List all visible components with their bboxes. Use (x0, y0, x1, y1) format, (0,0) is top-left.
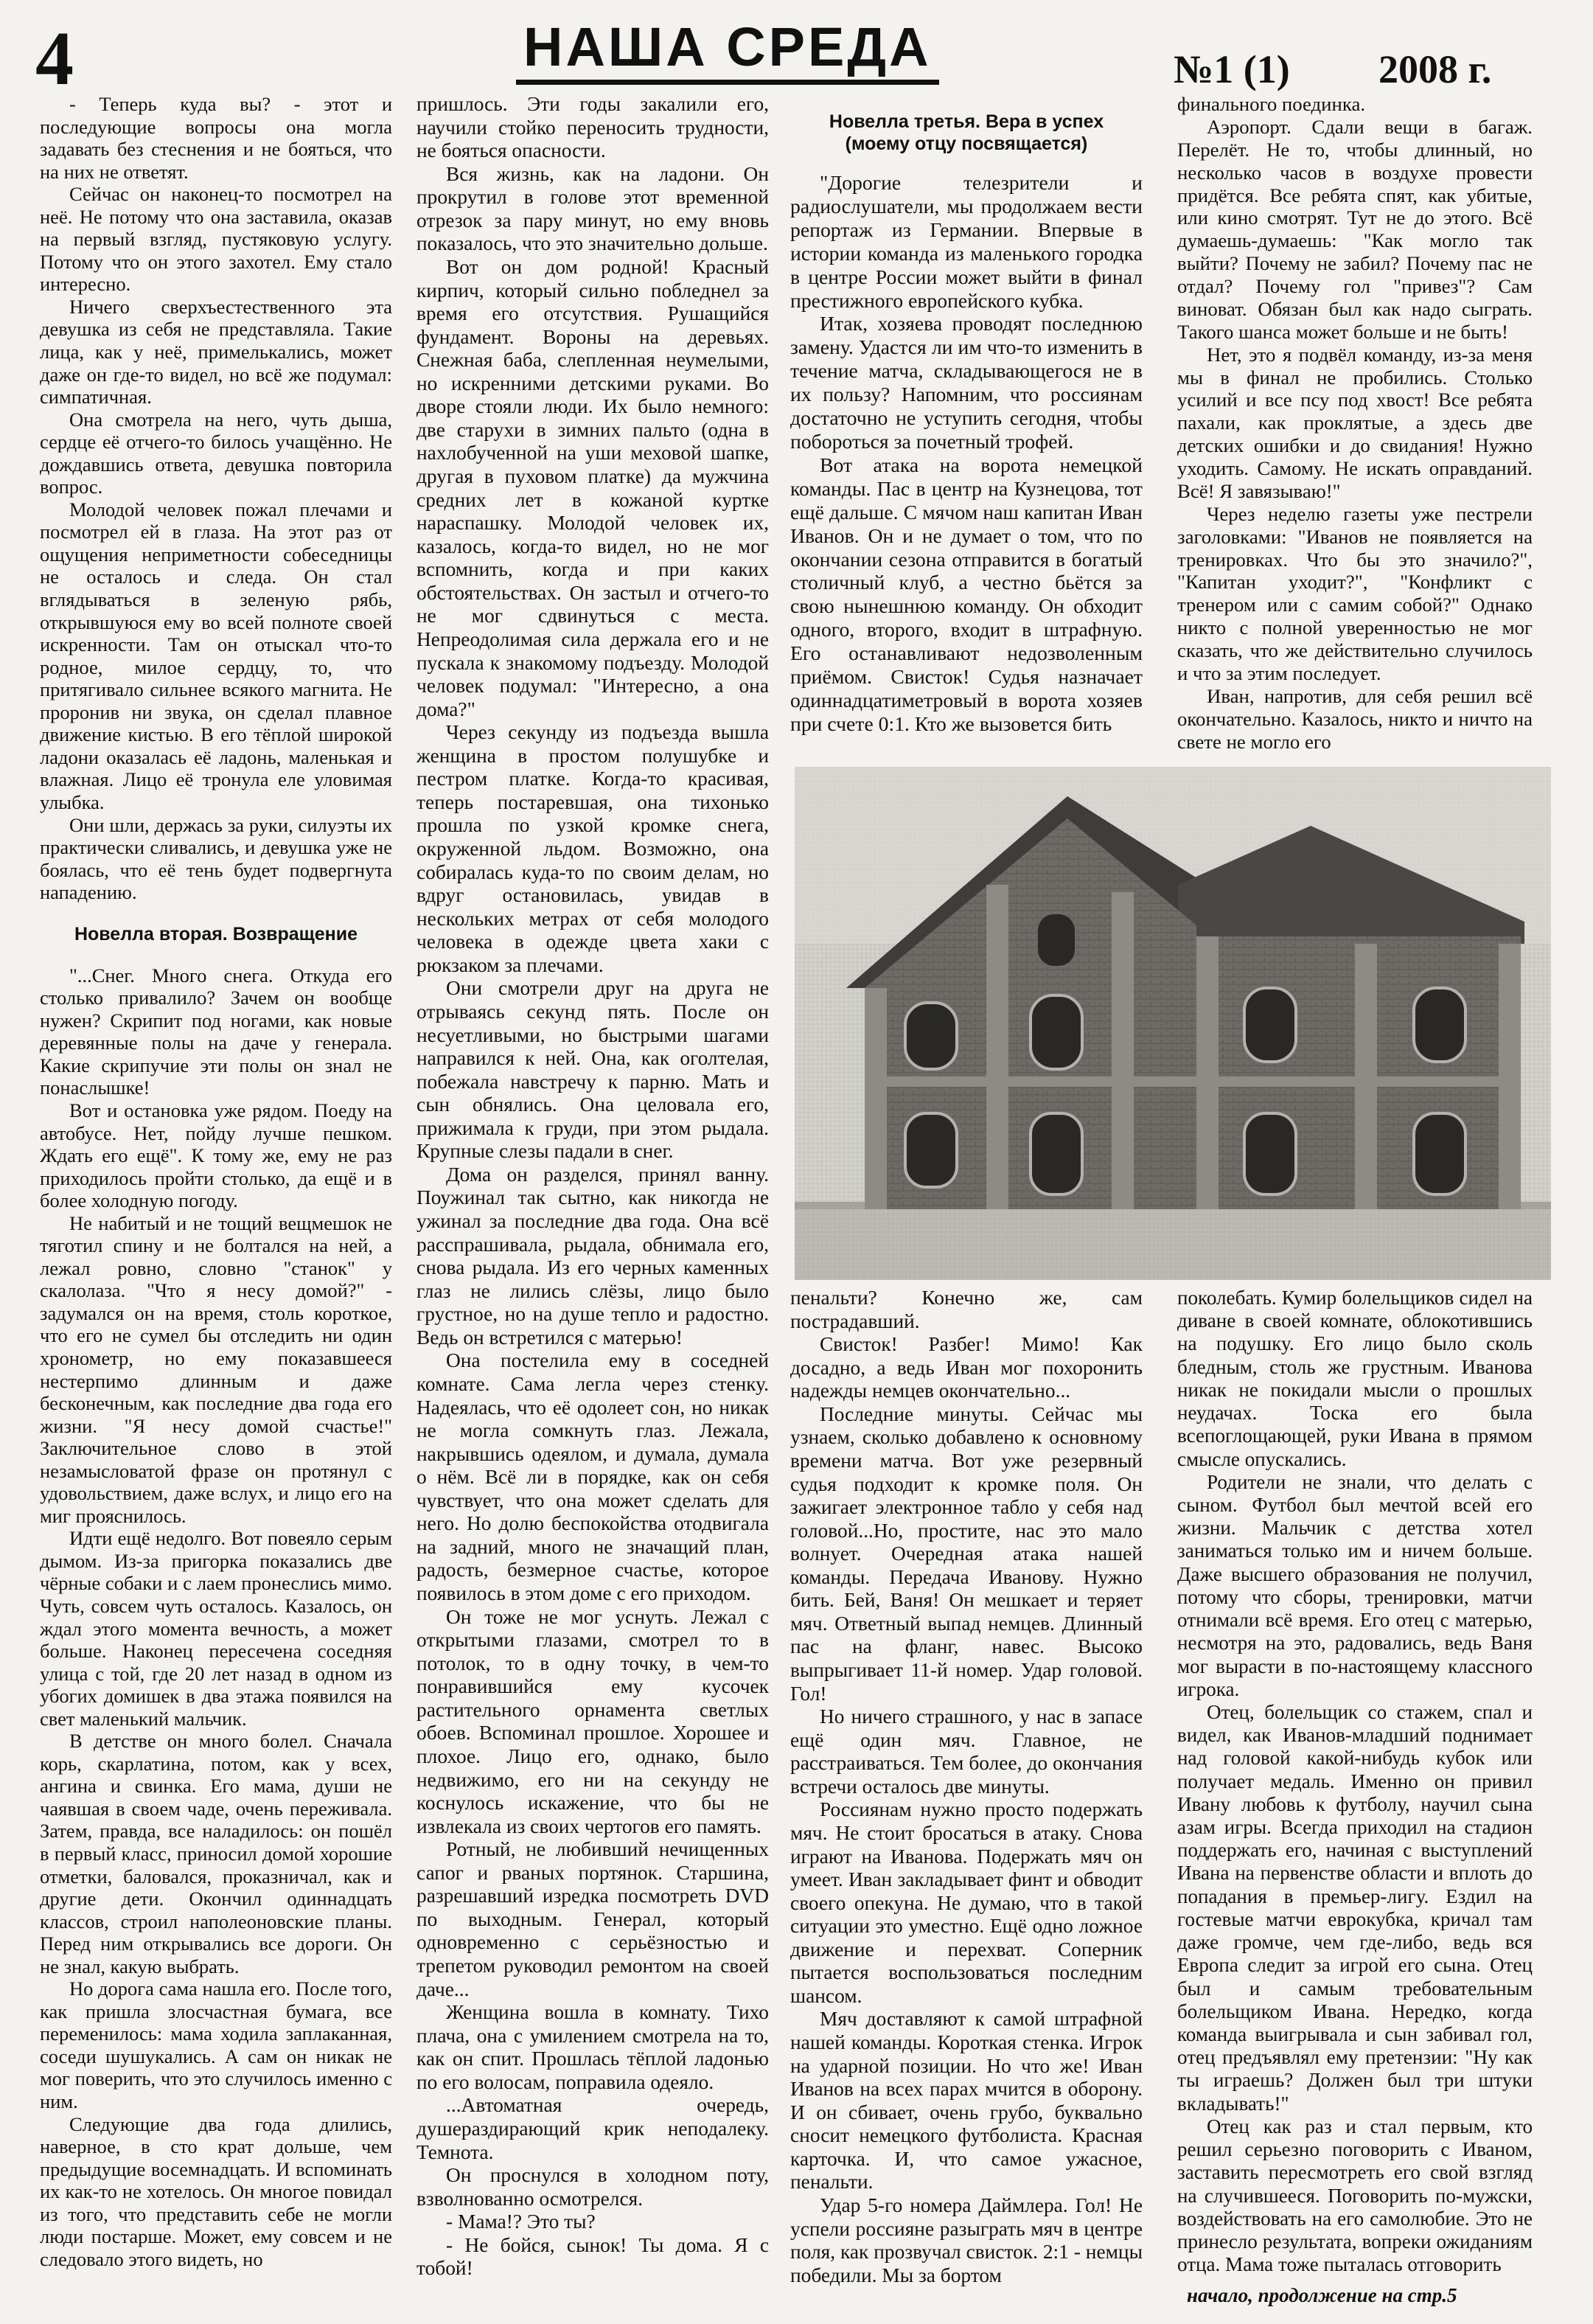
paragraph: Женщина вошла в комнату. Тихо плача, она с умилением смотрела на то, как он спит. Прошлась тёплой ладонью по его волосам, поправила одеяло. (416, 2001, 769, 2093)
paragraph: Вся жизнь, как на ладони. Он прокрутил в голове этот временной отрезок за пару минут, но ему вновь показалось, что это значительно дольше. (416, 162, 769, 255)
paragraph: Отец, болельщик со стажем, спал и видел, как Иванов-младший поднимает над головой какой-нибудь кубок или получает медаль. Именно он привил Ивану любовь к футболу, научил сына азам игры. Всегда приходил на стадион поддержать его, начиная с выступлений Ивана на первенстве области и вплоть до попадания в премьер-лигу. Ездил на гостевые матчи еврокубка, кричал там даже громче, чем где-либо, ведь вся Европа следит за игрой его сына. Отец был и самым требовательным болельщиком Ивана. Нередко, когда команда выигрывала и сын забивал гол, отец предъявлял ему претензии: "Ну как ты играешь? Должен был три штуки вкладывать!" (1177, 1700, 1533, 2115)
paragraph: - Мама!? Это ты? (446, 2210, 596, 2233)
paragraph: Аэропорт. Сдали вещи в багаж. Перелёт. Не то, чтобы длинный, но несколько часов в воздухе провести придётся. Все ребята спят, как убитые, или кино смотрят. Тут не до этого. Всё думаешь-думаешь: "Как могло так выйти? Почему не забил? Почему пас не отдал? Почему гол "привез"? Сам виноват. Обязан был как надо сыграть. Такого шанса может больше и не быть! (1177, 115, 1533, 343)
paragraph: Но ничего страшного, у нас в запасе ещё один мяч. Главное, не расстраиваться. Тем более, до окончания встречи осталось две минуты. (790, 1705, 1143, 1798)
paragraph: "Дорогие телезрители и радиослушатели, мы продолжаем вести репортаж из Германии. Впервые в истории команда из маленького городка в центре России может выйти в финал престижного европейского кубка. (790, 171, 1143, 312)
house-photo-icon (795, 767, 1551, 1280)
paragraph: Мяч доставляют к самой штрафной нашей команды. Короткая стенка. Игрок на ударной позиции. Но что же! Иван Иванов на всех парах мчится в оборону. И он сбивает, очень грубо, буквально сносит немецкого футболиста. Красная карточка. И, что самое ужасное, пенальти. (790, 2008, 1143, 2193)
paragraph: Они шли, держась за руки, силуэты их практически сливались, и девушка уже не боялась, что её тень будет подвергнута нападению. (40, 813, 392, 904)
paragraph: пенальти? Конечно же, сам пострадавший. (790, 1287, 1143, 1332)
paragraph: Ничего сверхъестественного эта девушка из себя не представляла. Такие лица, как у неё, примелькались, может даже он где-то видел, но всё же подумал: симпатичная. (40, 295, 392, 408)
paragraph: поколебать. Кумир болельщиков сидел на диване в своей комнате, облокотившись на подушку. Его лицо было сколь бледным, столь же грустным. Иванова никак не покидали мысли о прошлых неудачах. Тоска его была всепоглощающей, руки Ивана в прямом смысле опускались. (1177, 1287, 1533, 1470)
paragraph: Последние минуты. Сейчас мы узнаем, сколько добавлено к основному времени матча. Вот уже резервный судья подходит к кромке поля. Он зажигает электронное табло у себя над головой...Но, простите, нас это мало волнует. Очередная атака нашей команды. Передача Иванову. Нужно бить. Бей, Ваня! Он мешкает и теряет мяч. Ответный выпад немцев. Длинный пас на фланг, навес. Высоко выпрыгивает 11-й номер. Удар головой. Гол! (790, 1402, 1143, 1705)
paragraph: Родители не знали, что делать с сыном. Футбол был мечтой всей его жизни. Мальчик с детства хотел заниматься только им и ничем больше. Даже высшего образования не получил, потому что сборы, тренировки, матчи отнимали всё время. Его отец с матерью, несмотря на это, радовались, ведь Ваня мог вырасти в по-настоящему классного игрока. (1177, 1470, 1533, 1700)
paragraph: "...Снег. Много снега. Откуда его столько привалило? Зачем он вообще нужен? Скрипит под ногами, как новые деревянные полы на даче у генерала. Какие скрипучие эти полы он знал не понаслышке! (40, 964, 392, 1099)
paragraph: - Теперь куда вы? - этот и последующие вопросы она могла задавать без стеснения и не бояться, что на них не ответят. (40, 93, 392, 183)
paragraph: пришлось. Эти годы закалили его, научили стойко переносить трудности, не бояться опасности. (416, 93, 769, 162)
paragraph: Дома он разделся, принял ванну. Поужинал так сытно, как никогда не ужинал за последние два года. Она всё расспрашивала, рыдала, обнимала его, снова рыдала. Из его черных каменных глаз не лились слёзы, лицо было грустное, но на душе тепло и радостно. Ведь он встретился с матерью! (416, 1163, 769, 1349)
paragraph: Вот он дом родной! Красный кирпич, который сильно побледнел за время его отсутствия. Рушащийся фундамент. Вороны на деревьях. Снежная баба, слепленная неумелыми, но искренними детскими руками. Во дворе стояли люди. Их было немного: две старухи в зимних пальто (одна в нахлобученной на уши меховой шапке, другая в пуховом платке) да мужчина средних лет в кожаной куртке нараспашку. Молодой человек их, казалось, когда-то видел, но не мог вспомнить, когда и при каких обстоятельствах. Он застыл и отчего-то не мог сдвинуться с места. Непреодолимая сила держала его и не пускала к знакомому подъезду. Молодой человек подумал: "Интересно, а она дома?" (416, 255, 769, 720)
paragraph: Она постелила ему в соседней комнате. Сама легла через стенку. Надеялась, что её одолеет сон, но никак не могла сомкнуть глаз. Лежала, накрывшись одеялом, и думала, думала о нём. Всё ли в порядке, как он себя чувствует, что она может сделать для него. Но долю беспокойства отодвигала на задний, много не значащий план, радость, безмерное счастье, которое появилось в этом доме с его приходом. (416, 1349, 769, 1604)
paragraph: Сейчас он наконец-то посмотрел на неё. Не потому что она заставила, оказав на первый взгляд, пустяковую услугу. Потому что он этого захотел. Ему стало интересно. (40, 183, 392, 296)
issue-number: №1 (1) (1174, 47, 1290, 91)
paragraph: Не набитый и не тощий вещмешок не тяготил спину и не болтался на ней, а лежал ровно, словно "станок" у скалолаза. "Что я несу домой?" - задумался он на время, столь короткое, что его не сумел бы отследить ни один хронометр, но ему показавшееся нестерпимо длинным и даже бесконечным, как последние два года его жизни. "Я несу домой счастье!" Заключительное слово в этой незамысловатой фразе он протянул с удовольствием, даже вслух, и лицо его на миг прояснилось. (40, 1211, 392, 1527)
paragraph: Иван, напротив, для себя решил всё окончательно. Казалось, никто и ничто на свете не могло его (1177, 684, 1533, 753)
paragraph: Он проснулся в холодном поту, взволнованно осмотрелся. (416, 2164, 769, 2210)
paragraph: ...Автоматная очередь, душераздирающий крик неподалеку. Темнота. (416, 2094, 769, 2163)
column-2 (416, 93, 769, 2280)
paragraph: - Не бойся, сынок! Ты дома. Я с тобой! (416, 2233, 769, 2280)
issue-year: 2008 г. (1378, 47, 1492, 91)
paragraph: Он тоже не мог уснуть. Лежал с открытыми глазами, смотрел то в потолок, то в одну точку, в чем-то понравившийся ему кусочек растительного орнамента светлых обоев. Вспоминал прошлое. Хорошее и плохое. Лицо его, однако, было недвижимо, его ни на секунду не коснулось искажение, что бы не извлекала из своих чертогов его память. (416, 1605, 769, 1837)
paragraph: В детстве он много болел. Сначала корь, скарлатина, потом, как у всех, ангина и свинка. Его мама, души не чаявшая в своем чаде, очень переживала. Затем, правда, все наладилось: он пошёл в первый класс, приносил домой хорошие отметки, баловался, проказничал, как и другие дети. Окончил одиннадцать классов, строил наполеоновские планы. Перед ним открывались все дороги. Он не знал, какую выбрать. (40, 1730, 392, 1977)
column-1 (40, 93, 392, 2270)
column-4-continued (1177, 1287, 1533, 2276)
novella-3-dedication: (моему отцу посвящается) (845, 133, 1088, 154)
paragraph: Через секунду из подъезда вышла женщина в простом полушубке и пестром платке. Когда-то красивая, теперь постаревшая, она тихонько прошла по узкой кромке снега, окруженной льдом. Возможно, она собиралась куда-то по своим делам, но вдруг остановилась, увидав в нескольких метрах от себя молодого человека в одежде цвета хаки с рюкзаком за плечами. (416, 721, 769, 976)
paragraph: Вот и остановка уже рядом. Поеду на автобусе. Нет, пойду лучше пешком. Ждать его ещё". К тому же, ему не раз приходилось пройти столько, да ещё и в более холодную погоду. (40, 1099, 392, 1212)
novella-3-heading: Новелла третья. Вера в успех (829, 111, 1104, 132)
page-header (0, 0, 1593, 101)
paragraph: финального поединка. (1177, 93, 1366, 115)
paragraph: Свисток! Разбег! Мимо! Как досадно, а ведь Иван мог похоронить надежды немцев окончательно... (790, 1333, 1143, 1402)
column-4 (1177, 93, 1533, 753)
house-photo (795, 767, 1551, 1280)
paragraph: Через неделю газеты уже пестрели заголовками: "Иванов не появляется на тренировках. Что бы это значило?", "Капитан уходит?", "Конфликт с тренером или с самим собой?" Однако никто с полной уверенностью не мог сказать, что же действительно случилось и что за этим последует. (1177, 502, 1533, 684)
paragraph: Россиянам нужно просто подержать мяч. Не стоит бросаться в атаку. Снова играют на Иванова. Подержать мяч он умеет. Иван закладывает финт и обводит своего опекуна. Не думаю, что в такой ситуации это уместно. Ещё одно ложное движение и перехват. Соперник пытается воспользоваться последним шансом. (790, 1798, 1143, 2007)
paragraph: Удар 5-го номера Даймлера. Гол! Не успели россияне разыграть мяч в центре поля, как прозвучал свисток. 2:1 - немцы победили. Мы за бортом (790, 2193, 1143, 2286)
paragraph: Вот атака на ворота немецкой команды. Пас в центр на Кузнецова, тот ещё дальше. С мячом наш капитан Иван Иванов. Он и не думает о том, что по окончании сезона отправится в богатый столичный клуб, а честно бьётся за свою нынешнюю команду. Он обходит одного, второго, входит в штрафную. Его останавливают недозволенным приёмом. Свисток! Судья назначает одиннадцатиметровый в ворота хозяев при счете 0:1. Кто же вызовется бить (790, 453, 1143, 735)
paragraph: Но дорога сама нашла его. После того, как пришла злосчастная бумага, все переменилось: мама ходила заплаканная, соседи шушукались. А сам он никак не мог поверить, что это случилось именно с ним. (40, 1977, 392, 2113)
column-3-continued (790, 1287, 1143, 2287)
paragraph: Молодой человек пожал плечами и посмотрел ей в глаза. На этот раз от ощущения неприметности собеседницы не осталось и следа. Он стал вглядываться в зеленую рябь, открывшуюся ему во всей полноте своей искренности. Там он отыскал что-то родное, милое сердцу, то, что притягивало сильнее всякого магнита. Не проронив ни звука, он сделал плавное движение кистью. В его тёплой широкой ладони оказалась её ладонь, маленькая и влажная. Лицо её тронула еле уловимая улыбка. (40, 498, 392, 813)
page-number: 4 (35, 16, 74, 101)
masthead-title: НАША СРЕДА (516, 18, 939, 85)
paragraph: Ротный, не любивший нечищенных сапог и рваных портянок. Старшина, разрешавший изредка посмотреть DVD по выходным. Генерал, который одновременно с серьёзностью и трепетом руководил ремонтом на своей даче... (416, 1838, 769, 2000)
paragraph: Идти ещё недолго. Вот повеяло серым дымом. Из-за пригорка показались две чёрные собаки и с лаем пронеслись мимо. Чуть, совсем чуть осталось. Казалось, он ждал этого момента вечность, а может больше. Наконец пересечена соседняя улица с той, где 20 лет назад в одном из убогих домишек в два этажа появился на свет маленький мальчик. (40, 1527, 392, 1730)
paragraph: Итак, хозяева проводят последнюю замену. Удастся ли им что-то изменить в течение матча, складывающегося не в их пользу? Напомним, что россиянам достаточно не уступить сегодня, чтобы побороться за почетный трофей. (790, 312, 1143, 453)
continuation-note: начало, продолжение на стр.5 (1187, 2284, 1457, 2306)
novella-2-heading: Новелла вторая. Возвращение (74, 923, 358, 944)
column-3 (790, 111, 1143, 736)
paragraph: Они смотрели друг на друга не отрываясь секунд пять. После он несуетливыми, но быстрыми шагами направился к ней. Она, как оголтелая, побежала навстречу к парню. Мать и сын обнялись. Она целовала его, прижимала к груди, при этом рыдала. Крупные слезы падали в снег. (416, 977, 769, 1163)
paragraph: Нет, это я подвёл команду, из-за меня мы в финал не пробились. Столько усилий и все псу под хвост! Все ребята пахали, как проклятые, а здесь две детских ошибки и до свидания! Нужно уходить. Самому. Не искать оправданий. Всё! Я завязываю!" (1177, 343, 1533, 502)
paragraph: Отец как раз и стал первым, кто решил серьезно поговорить с Иваном, заставить пересмотреть его свой взгляд на случившееся. Поговорить по-мужски, воздействовать на его самолюбие. Это не принесло результата, вопреки ожиданиям отца. Мама тоже пыталась отговорить (1177, 2115, 1533, 2276)
paragraph: Следующие два года длились, наверное, в сто крат дольше, чем предыдущие восемнадцать. И вспоминать их как-то не хотелось. Он многое повидал из того, что представить себе не могли люди постарше. Может, ему совсем и не следовало этого видеть, но (40, 2112, 392, 2270)
paragraph: Она смотрела на него, чуть дыша, сердце её отчего-то билось учащённо. Не дождавшись ответа, девушка повторила вопрос. (40, 408, 392, 498)
